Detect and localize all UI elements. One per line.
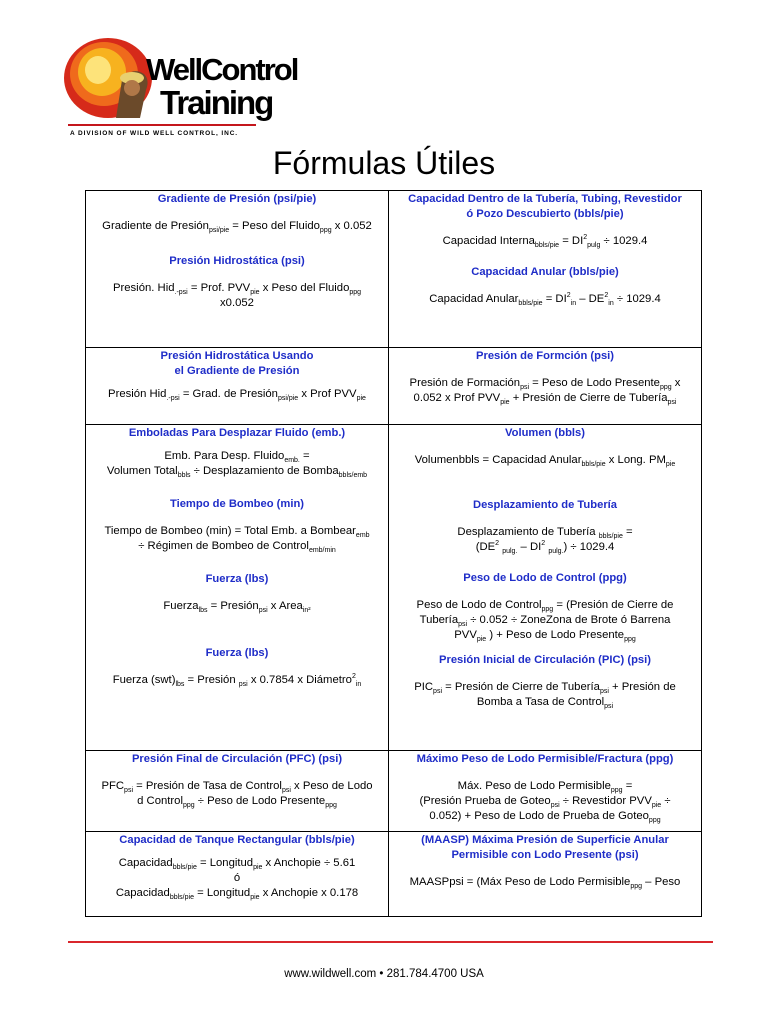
footer-contact: www.wildwell.com • 281.784.4700 USA xyxy=(284,968,484,980)
formula-block xyxy=(389,425,701,474)
formula-cell xyxy=(389,425,702,751)
section-heading: Presión Hidrostática Usando el Gradiente de Presión xyxy=(160,350,314,377)
formula-block xyxy=(389,255,701,313)
formula-block xyxy=(86,751,388,815)
formula-cell xyxy=(389,832,702,917)
formula-text: $PIC_{psi}$ = Presión de Cierre de Tubería$_{psi}$ + Presión de Bomba a Tasa de Control$_{psi}$ xyxy=(414,681,676,710)
formula-cell xyxy=(389,751,702,832)
section-heading: Capacidad Dentro de la Tubería, Tubing, Revestidor ó Pozo Descubierto (bbls/pie) xyxy=(408,193,682,220)
formula-block xyxy=(389,348,701,412)
section-heading: Presión Inicial de Circulación (PIC) (psi) xyxy=(439,654,651,666)
section-heading: Capacidad de Tanque Rectangular (bbls/pie) xyxy=(119,834,355,846)
flame-worker-icon xyxy=(62,34,158,122)
formula-block xyxy=(86,191,388,240)
formula-text: Tiempo de Bombeo (min) = Total Emb. a Bombear$_{emb}$ ÷ Régimen de Bombeo de Control$_{emb/min}$ xyxy=(104,525,370,554)
section-heading: Fuerza (lbs) xyxy=(205,647,269,659)
formula-block xyxy=(86,560,388,620)
section-heading: Gradiente de Presión (psi/pie) xyxy=(157,193,317,205)
formula-block xyxy=(389,474,701,561)
section-heading: Presión Hidrostática (psi) xyxy=(169,255,305,267)
formula-block xyxy=(86,348,388,408)
section-heading: Presión de Formción (psi) xyxy=(476,350,614,362)
section-heading: Desplazamiento de Tubería xyxy=(472,499,618,511)
section-heading: Capacidad Anular (bbls/pie) xyxy=(471,266,619,278)
formula-text: Peso de Lodo de Control$_{ppg}$ = (Presión de Cierre de Tubería$_{psi}$ ÷ 0.052 ÷ ZoneZona de Brote ó Barrena $PVV_{pie}$ ) + Peso de Lodo Presente$_{ppg}$ xyxy=(416,599,674,643)
formula-block xyxy=(389,561,701,649)
formula-block xyxy=(86,425,388,485)
formula-block xyxy=(86,485,388,560)
formula-text: Fuerza$_{lbs}$ = Presión$_{psi}$ x Area$_{in^2}$ xyxy=(163,600,311,614)
section-heading: (MAASP) Máxima Presión de Superficie Anular Permisible con Lodo Presente (psi) xyxy=(421,834,669,861)
formula-text: Capacidad$_{bbls/pie}$ = Longitud$_{pie}$ x Anchopie ÷ 5.61 ó Capacidad$_{bbls/pie}$ = Longitud$_{pie}$ x Anchopie x 0.178 xyxy=(115,857,359,901)
formula-cell xyxy=(86,832,389,917)
formula-cell xyxy=(86,348,389,425)
formula-cell xyxy=(389,191,702,348)
brand-training: Training xyxy=(160,84,273,121)
section-heading: Fuerza (lbs) xyxy=(205,573,269,585)
formula-cell xyxy=(86,425,389,751)
division-tagline: A DIVISION OF WILD WELL CONTROL, INC. xyxy=(70,130,238,137)
formula-text: Presión. Hid$_{.-psi}$ = Prof. $PVV_{pie}$ x Peso del Fluido$_{ppg}$ x0.052 xyxy=(112,282,362,309)
formulas-table xyxy=(85,190,702,917)
formula-text: Fuerza $(swt)_{lbs}$ = Presión $_{psi}$ x 0.7854 x Diámetro$^2_{in}$ xyxy=(112,673,362,688)
formula-text: $PFC_{psi}$ = Presión de Tasa de Control$_{psi}$ x Peso de Lodo d Control$_{ppg}$ ÷ Peso de Lodo Presente$_{ppg}$ xyxy=(101,780,373,809)
formula-text: MAASPpsi = (Máx Peso de Lodo Permisible$_{ppg}$ – Peso xyxy=(409,876,681,890)
formula-text: Máx. Peso de Lodo Permisible$_{ppg}$ = (Presión Prueba de Goteo$_{psi}$ ÷ Revestidor $PVV_{pie}$ ÷ 0.052) + Peso de Lodo de Prueba de Goteo$_{ppg}$ xyxy=(419,780,671,824)
formula-block xyxy=(389,751,701,830)
formula-text: Emb. Para Desp. Fluido$_{emb.}$ = Volumen Total$_{bbls}$ ÷ Desplazamiento de Bomba$_{bbls/emb}$ xyxy=(106,450,368,479)
formula-text: Presión Hid$_{.-psi}$ = Grad. de Presión$_{psi/pie}$ x Prof $PVV_{pie}$ xyxy=(108,388,366,402)
formula-text: Desplazamiento de Tubería $_{bbls/pie}$ = ($DE^2$ $_{pulg.} - DI^2$ $_{pulg.}$) ÷ 1029.4 xyxy=(457,526,633,555)
section-heading: Peso de Lodo de Control (ppg) xyxy=(463,572,627,584)
formula-text: Volumenbbls = Capacidad Anular$_{bbls/pie}$ x Long. $PM_{pie}$ xyxy=(414,454,676,468)
brand-divider xyxy=(68,124,256,126)
page-title: Fórmulas Útiles xyxy=(272,145,496,181)
formula-cell xyxy=(86,191,389,348)
section-heading: Volumen (bbls) xyxy=(505,427,585,439)
formula-block xyxy=(389,649,701,716)
formula-cell xyxy=(389,348,702,425)
formula-text: Presión de Formación$_{psi}$ = Peso de Lodo Presente$_{ppg}$ x 0.052 x Prof $PVV_{pie}$ + Presión de Cierre de Tubería$_{psi}$ xyxy=(409,377,681,406)
formula-block xyxy=(389,191,701,255)
formula-block xyxy=(86,620,388,694)
footer-divider xyxy=(68,941,713,943)
formula-cell xyxy=(86,751,389,832)
company-logo xyxy=(60,30,298,150)
formula-block xyxy=(86,832,388,907)
section-heading: Máximo Peso de Lodo Permisible/Fractura (ppg) xyxy=(416,753,674,765)
formula-text: Capacidad Interna$_{bbls/pie}$ = $DI^2_{pulg} \div 1029.4$ xyxy=(442,234,648,249)
section-heading: Emboladas Para Desplazar Fluido (emb.) xyxy=(128,427,346,439)
section-heading: Presión Final de Circulación (PFC) (psi) xyxy=(131,753,343,765)
formula-block xyxy=(86,240,388,317)
formula-text: Capacidad Anular$_{bbls/pie}$ = $DI^2_{in} - DE^2_{in} \div 1029.4$ xyxy=(429,292,661,307)
formula-text: Gradiente de Presión$_{psi/pie}$ = Peso del Fluido$_{ppg}$ x 0.052 xyxy=(102,220,372,234)
brand-wellcontrol: WellControl xyxy=(146,52,298,87)
formula-block xyxy=(389,832,701,896)
section-heading: Tiempo de Bombeo (min) xyxy=(169,498,305,510)
